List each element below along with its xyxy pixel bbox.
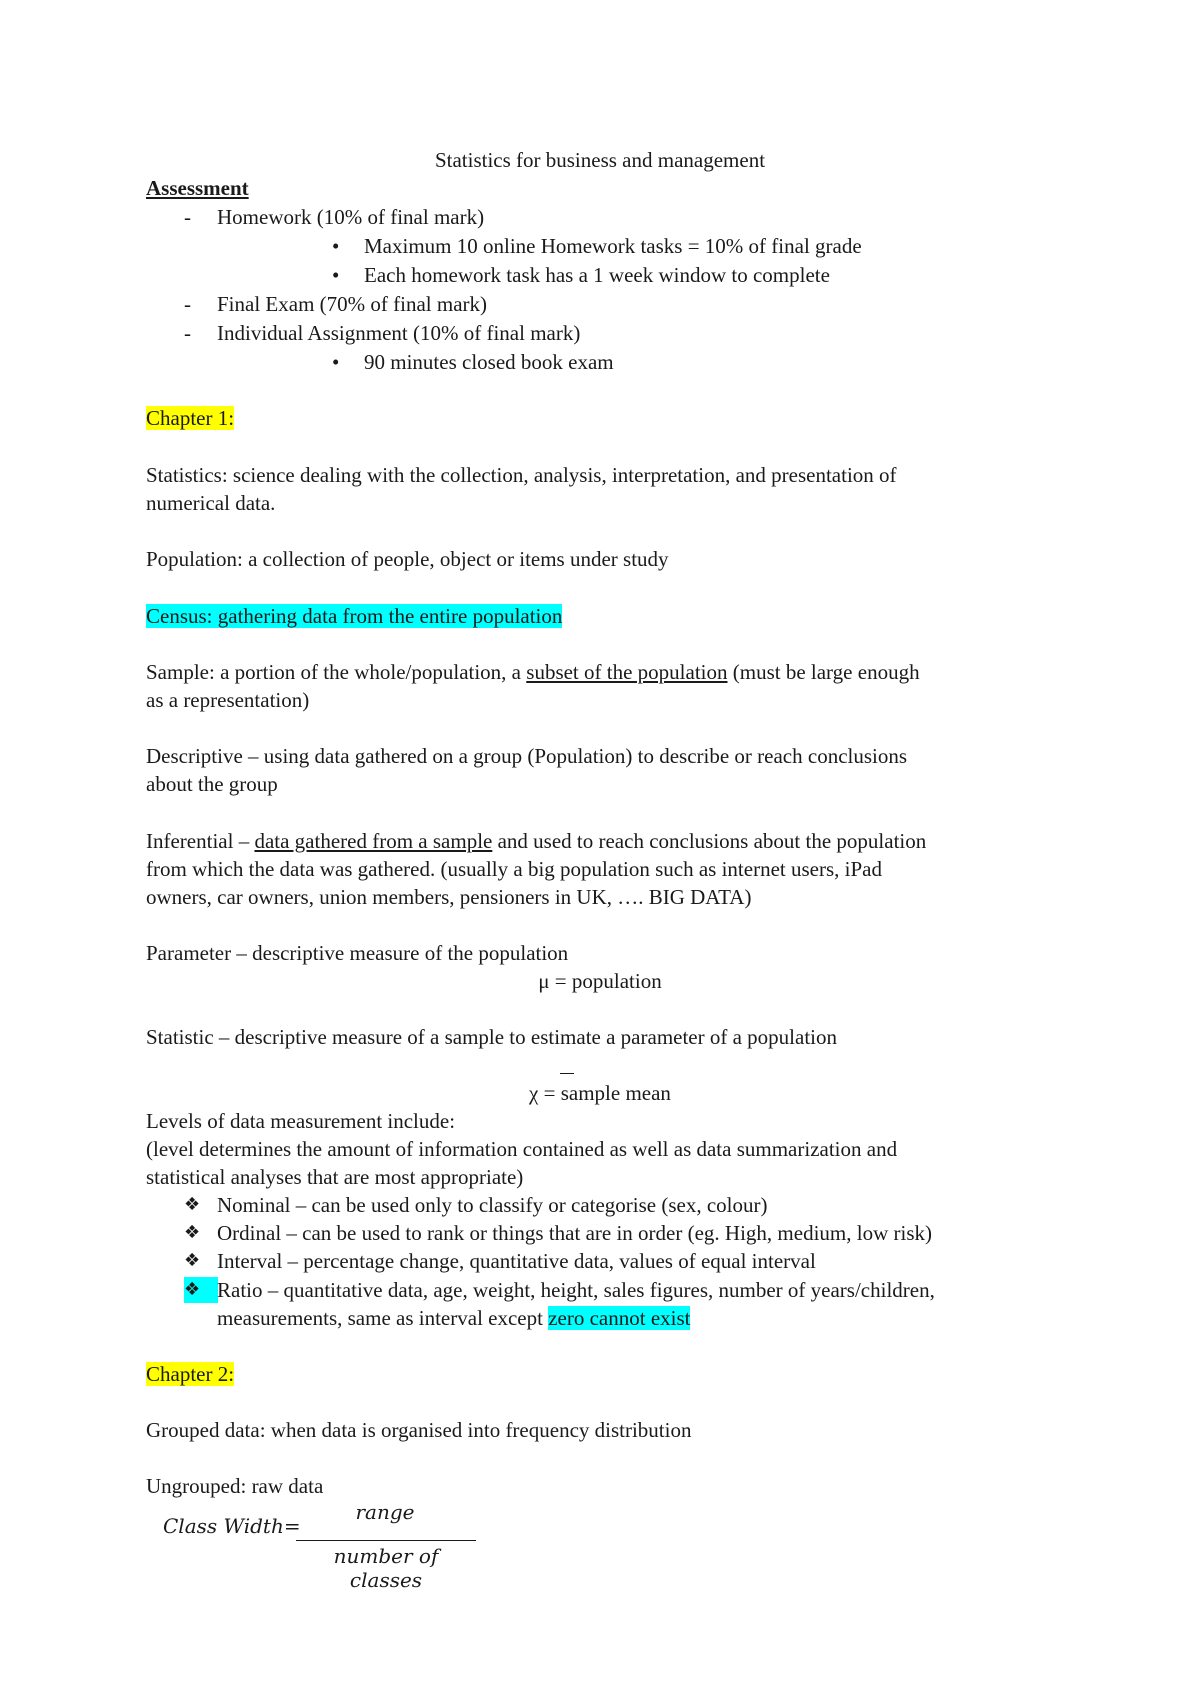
- parameter-formula: μ = population: [538, 969, 662, 993]
- ungrouped-data-definition: Ungrouped: raw data: [146, 1474, 324, 1498]
- assessment-item-assignment: Individual Assignment (10% of final mark): [217, 321, 581, 345]
- formula-numerator: range: [355, 1500, 415, 1524]
- inferential-definition-cont2: owners, car owners, union members, pensioners in UK, …. BIG DATA): [146, 885, 752, 909]
- diamond-bullet-icon: ❖: [184, 1222, 201, 1243]
- statistics-definition-cont: numerical data.: [146, 491, 276, 515]
- assessment-item-final-exam: Final Exam (70% of final mark): [217, 292, 488, 316]
- sample-mean-overbar: [560, 1073, 574, 1074]
- document-title: Statistics for business and management: [434, 148, 766, 172]
- population-definition: Population: a collection of people, object or items under study: [146, 547, 669, 571]
- statistics-definition: Statistics: science dealing with the collection, analysis, interpretation, and presentation of: [146, 463, 897, 487]
- levels-intro-cont2: statistical analyses that are most appropriate): [146, 1165, 524, 1189]
- descriptive-definition: Descriptive – using data gathered on a group (Population) to describe or reach conclusions: [146, 744, 908, 768]
- census-definition: Census: gathering data from the entire population: [146, 604, 563, 628]
- diamond-bullet-icon: ❖: [184, 1277, 218, 1303]
- dash-marker: -: [184, 292, 191, 316]
- inferential-definition: Inferential – data gathered from a sample and used to reach conclusions about the population: [146, 829, 927, 853]
- sample-definition-cont: as a representation): [146, 688, 310, 712]
- level-ordinal: Ordinal – can be used to rank or things that are in order (eg. High, medium, low risk): [217, 1221, 932, 1245]
- levels-intro: Levels of data measurement include:: [146, 1109, 456, 1133]
- descriptive-definition-cont: about the group: [146, 772, 278, 796]
- grouped-data-definition: Grouped data: when data is organised into frequency distribution: [146, 1418, 692, 1442]
- parameter-definition: Parameter – descriptive measure of the population: [146, 941, 569, 965]
- level-ratio: Ratio – quantitative data, age, weight, height, sales figures, number of years/children,: [217, 1278, 935, 1302]
- level-ratio-cont: measurements, same as interval except zero cannot exist: [217, 1306, 691, 1330]
- fraction-bar: [296, 1540, 476, 1541]
- statistic-formula: χ = sample mean: [529, 1081, 671, 1105]
- bullet-marker: •: [332, 350, 340, 374]
- assessment-heading: Assessment: [146, 176, 249, 200]
- assessment-subitem-window: Each homework task has a 1 week window to complete: [364, 263, 830, 287]
- level-interval: Interval – percentage change, quantitative data, values of equal interval: [217, 1249, 816, 1273]
- formula-lhs: Class Width=: [163, 1514, 301, 1538]
- bullet-marker: •: [332, 263, 340, 287]
- diamond-bullet-icon: ❖: [184, 1250, 201, 1271]
- formula-denominator: number of classes: [333, 1544, 439, 1592]
- dash-marker: -: [184, 321, 191, 345]
- chi-symbol: χ: [529, 1081, 539, 1105]
- chapter2-heading: Chapter 2:: [146, 1362, 235, 1386]
- assessment-subitem-exam-length: 90 minutes closed book exam: [364, 350, 614, 374]
- assessment-subitem-max-tasks: Maximum 10 online Homework tasks = 10% of final grade: [364, 234, 862, 258]
- levels-intro-cont: (level determines the amount of information contained as well as data summarization and: [146, 1137, 898, 1161]
- level-nominal: Nominal – can be used only to classify or categorise (sex, colour): [217, 1193, 768, 1217]
- chapter1-heading: Chapter 1:: [146, 406, 235, 430]
- sample-definition: Sample: a portion of the whole/population, a subset of the population (must be large enough: [146, 660, 920, 684]
- dash-marker: -: [184, 205, 191, 229]
- diamond-bullet-icon: ❖: [184, 1194, 201, 1215]
- bullet-marker: •: [332, 234, 340, 258]
- inferential-definition-cont: from which the data was gathered. (usually a big population such as internet users, iPad: [146, 857, 882, 881]
- assessment-item-homework: Homework (10% of final mark): [217, 205, 485, 229]
- statistic-definition: Statistic – descriptive measure of a sample to estimate a parameter of a population: [146, 1025, 838, 1049]
